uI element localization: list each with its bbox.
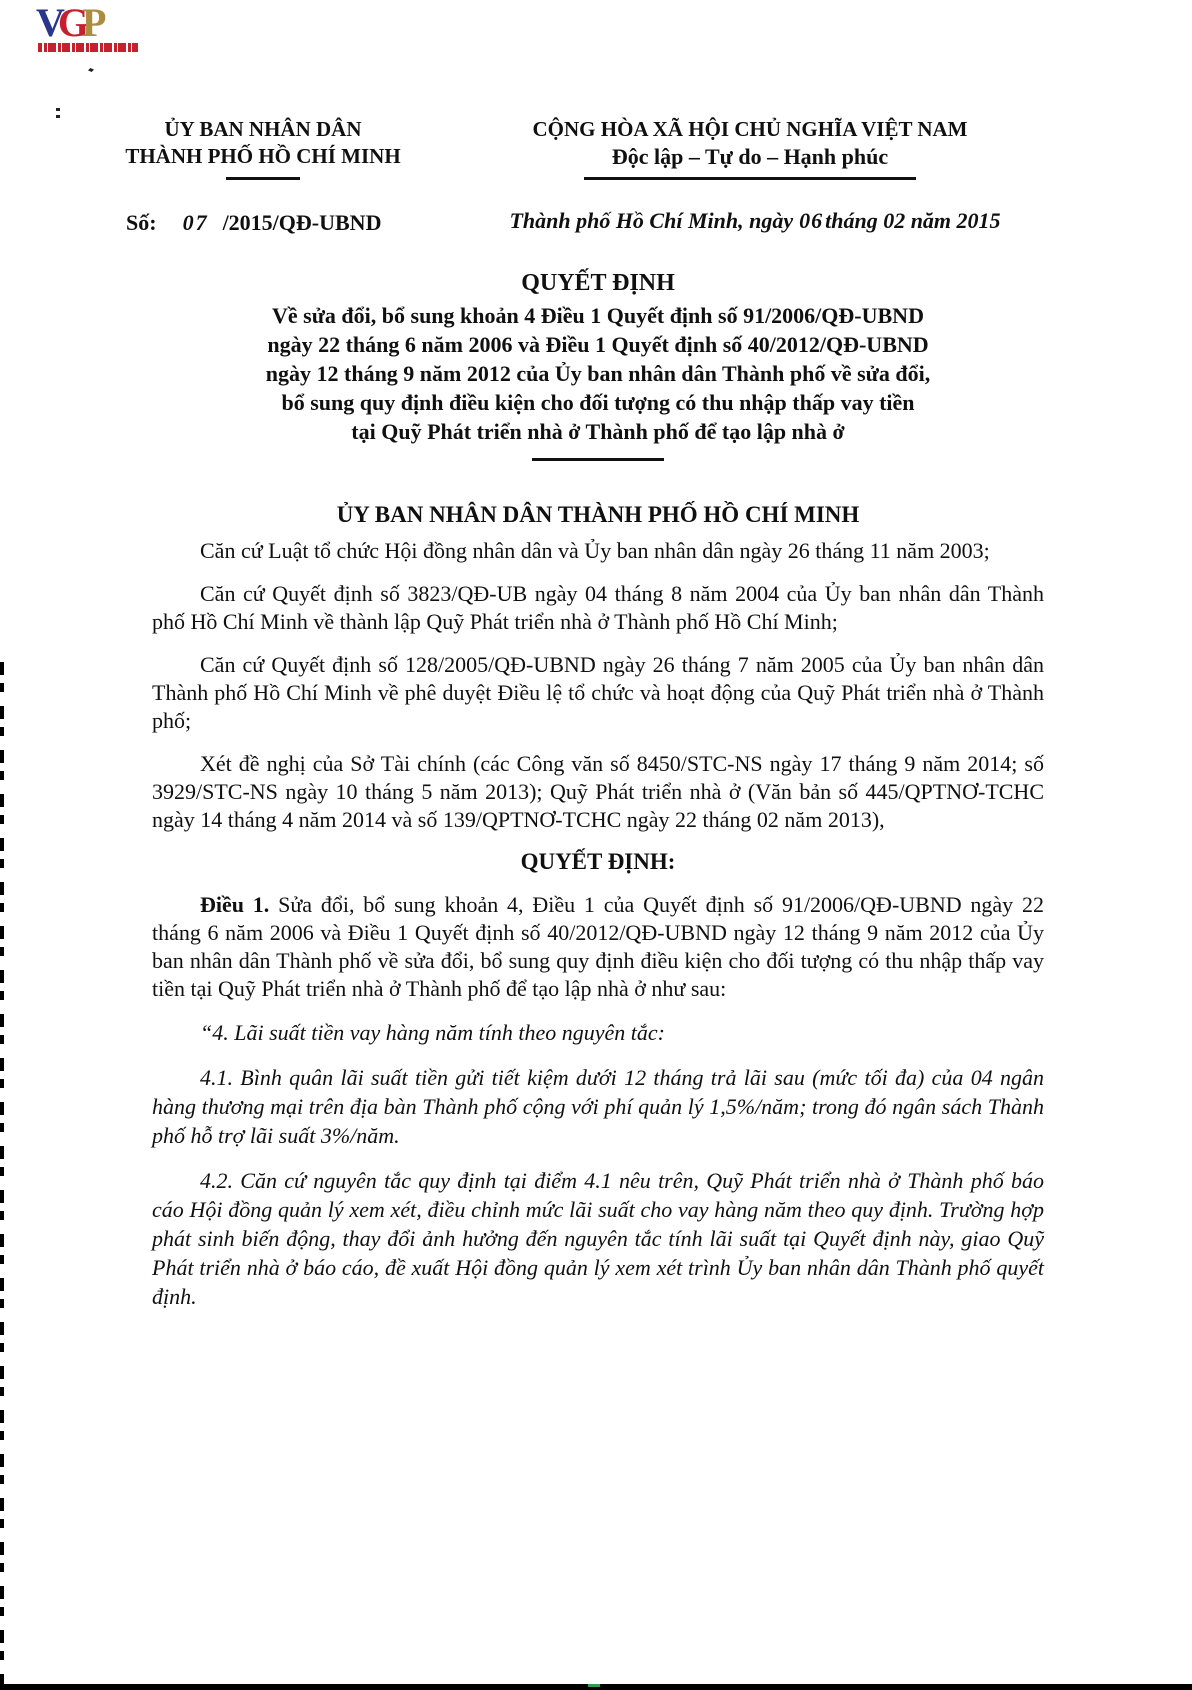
decision-subtitle-line: tại Quỹ Phát triển nhà ở Thành phố để tạo lập nhà ở xyxy=(351,419,845,444)
logo-letter-p: P xyxy=(82,0,100,45)
issuing-authority-underline xyxy=(226,177,300,180)
vgp-logo xyxy=(36,0,146,52)
quoted-clause-paragraph: 4.1. Bình quân lãi suất tiền gửi tiết kiệm dưới 12 tháng trả lãi sau (mức tối đa) của 04 ngân hàng thương mại trên địa bàn Thành phố cộng với phí quản lý 1,5%/năm; trong đó ngân sách Thành phố hỗ trợ lãi suất 3%/năm. xyxy=(152,1065,1044,1148)
decision-section-heading: QUYẾT ĐỊNH: xyxy=(520,849,676,874)
preamble-paragraph: Căn cứ Quyết định số 128/2005/QĐ-UBND ngày 26 tháng 7 năm 2005 của Ủy ban nhân dân Thành phố Hồ Chí Minh về phê duyệt Điều lệ tổ chức và hoạt động của Quỹ Phát triển nhà ở Thành phố; xyxy=(152,652,1044,733)
date-suffix: tháng 02 năm 2015 xyxy=(825,208,1001,233)
national-header-line1: CỘNG HÒA XÃ HỘI CHỦ NGHĨA VIỆT NAM xyxy=(532,117,968,141)
date-day-handwritten: 06 xyxy=(799,208,824,233)
scan-speck-artifact xyxy=(56,108,60,118)
preamble-paragraph: Xét đề nghị của Sở Tài chính (các Công văn số 8450/STC-NS ngày 17 tháng 9 năm 2014; số 3929/STC-NS ngày 10 tháng 5 năm 2013); Quỹ Phát triển nhà ở (Văn bản số 445/QPTNƠ-TCHC ngày 14 tháng 4 năm 2014 và số 139/QPTNƠ-TCHC ngày 22 tháng 02 năm 2013), xyxy=(152,751,1044,832)
preamble-paragraph: Căn cứ Quyết định số 3823/QĐ-UB ngày 04 tháng 8 năm 2004 của Ủy ban nhân dân Thành phố Hồ Chí Minh về thành lập Quỹ Phát triển nhà ở Thành phố Hồ Chí Minh; xyxy=(152,581,1044,634)
document-number-suffix: /2015/QĐ-UBND xyxy=(222,210,382,235)
decision-title: QUYẾT ĐỊNH xyxy=(521,270,675,296)
document-body xyxy=(152,268,1044,1327)
article-1-paragraph xyxy=(152,891,1044,1003)
article-1-label: Điều 1. xyxy=(200,892,270,917)
document-number-handwritten: 07 xyxy=(182,210,209,235)
issuing-authority-line1: ỦY BAN NHÂN DÂN xyxy=(164,117,362,141)
scan-bottom-edge-artifact xyxy=(0,1684,1192,1690)
national-motto-underline xyxy=(584,177,916,180)
quoted-clause-paragraph: 4.2. Căn cứ nguyên tắc quy định tại điểm 4.1 nêu trên, Quỹ Phát triển nhà ở Thành phố báo cáo Hội đồng quản lý xem xét, điều chỉnh mức lãi suất cho vay hàng năm theo quy định. Trường hợp phát sinh biến động, thay đổi ảnh hưởng đến nguyên tắc tính lãi suất tại Quyết định này, giao Quỹ Phát triển nhà ở báo cáo, đề xuất Hội đồng quản lý xem xét trình Ủy ban nhân dân Thành phố quyết định. xyxy=(152,1168,1044,1309)
date-prefix: Thành phố Hồ Chí Minh, ngày xyxy=(509,208,794,233)
scan-green-mark-artifact xyxy=(588,1684,600,1687)
vgp-logo-letters xyxy=(36,0,146,45)
issuing-authority-line2: THÀNH PHỐ HỒ CHÍ MINH xyxy=(125,144,401,168)
issuer-heading: ỦY BAN NHÂN DÂN THÀNH PHỐ HỒ CHÍ MINH xyxy=(336,502,860,527)
decision-subtitle-line: bổ sung quy định điều kiện cho đối tượng có thu nhập thấp vay tiền xyxy=(281,390,915,415)
preamble-paragraph: Căn cứ Luật tổ chức Hội đồng nhân dân và Ủy ban nhân dân ngày 26 tháng 11 năm 2003; xyxy=(200,538,990,563)
national-header-block xyxy=(455,116,1045,180)
title-underline xyxy=(532,458,664,461)
decision-subtitle-line: Về sửa đổi, bổ sung khoản 4 Điều 1 Quyết định số 91/2006/QĐ-UBND xyxy=(272,303,924,328)
document-number xyxy=(126,210,466,236)
scan-speck-artifact xyxy=(88,68,94,72)
issuing-authority-block xyxy=(108,116,418,180)
article-1-text: Sửa đổi, bổ sung khoản 4, Điều 1 của Quyết định số 91/2006/QĐ-UBND ngày 22 tháng 6 năm 2006 và Điều 1 Quyết định số 40/2012/QĐ-UBND ngày 12 tháng 9 năm 2012 của Ủy ban nhân dân Thành phố về sửa đổi, bổ sung quy định điều kiện cho đối tượng có thu nhập thấp vay tiền tại Quỹ Phát triển nhà ở Thành phố để tạo lập nhà ở như sau: xyxy=(152,892,1044,1001)
place-date-line xyxy=(455,208,1055,234)
document-number-label: Số: xyxy=(126,210,157,235)
logo-letter-g: G xyxy=(57,0,83,45)
decision-subtitle-line: ngày 12 tháng 9 năm 2012 của Ủy ban nhân dân Thành phố về sửa đổi, xyxy=(265,361,931,386)
decision-subtitle-line: ngày 22 tháng 6 năm 2006 và Điều 1 Quyết định số 40/2012/QĐ-UBND xyxy=(267,332,929,357)
logo-letter-v: V xyxy=(36,0,58,45)
quoted-clause-paragraph: “4. Lãi suất tiền vay hàng năm tính theo nguyên tắc: xyxy=(200,1020,665,1045)
scan-left-edge-artifact xyxy=(0,662,4,1690)
national-motto: Độc lập – Tự do – Hạnh phúc xyxy=(611,144,889,169)
